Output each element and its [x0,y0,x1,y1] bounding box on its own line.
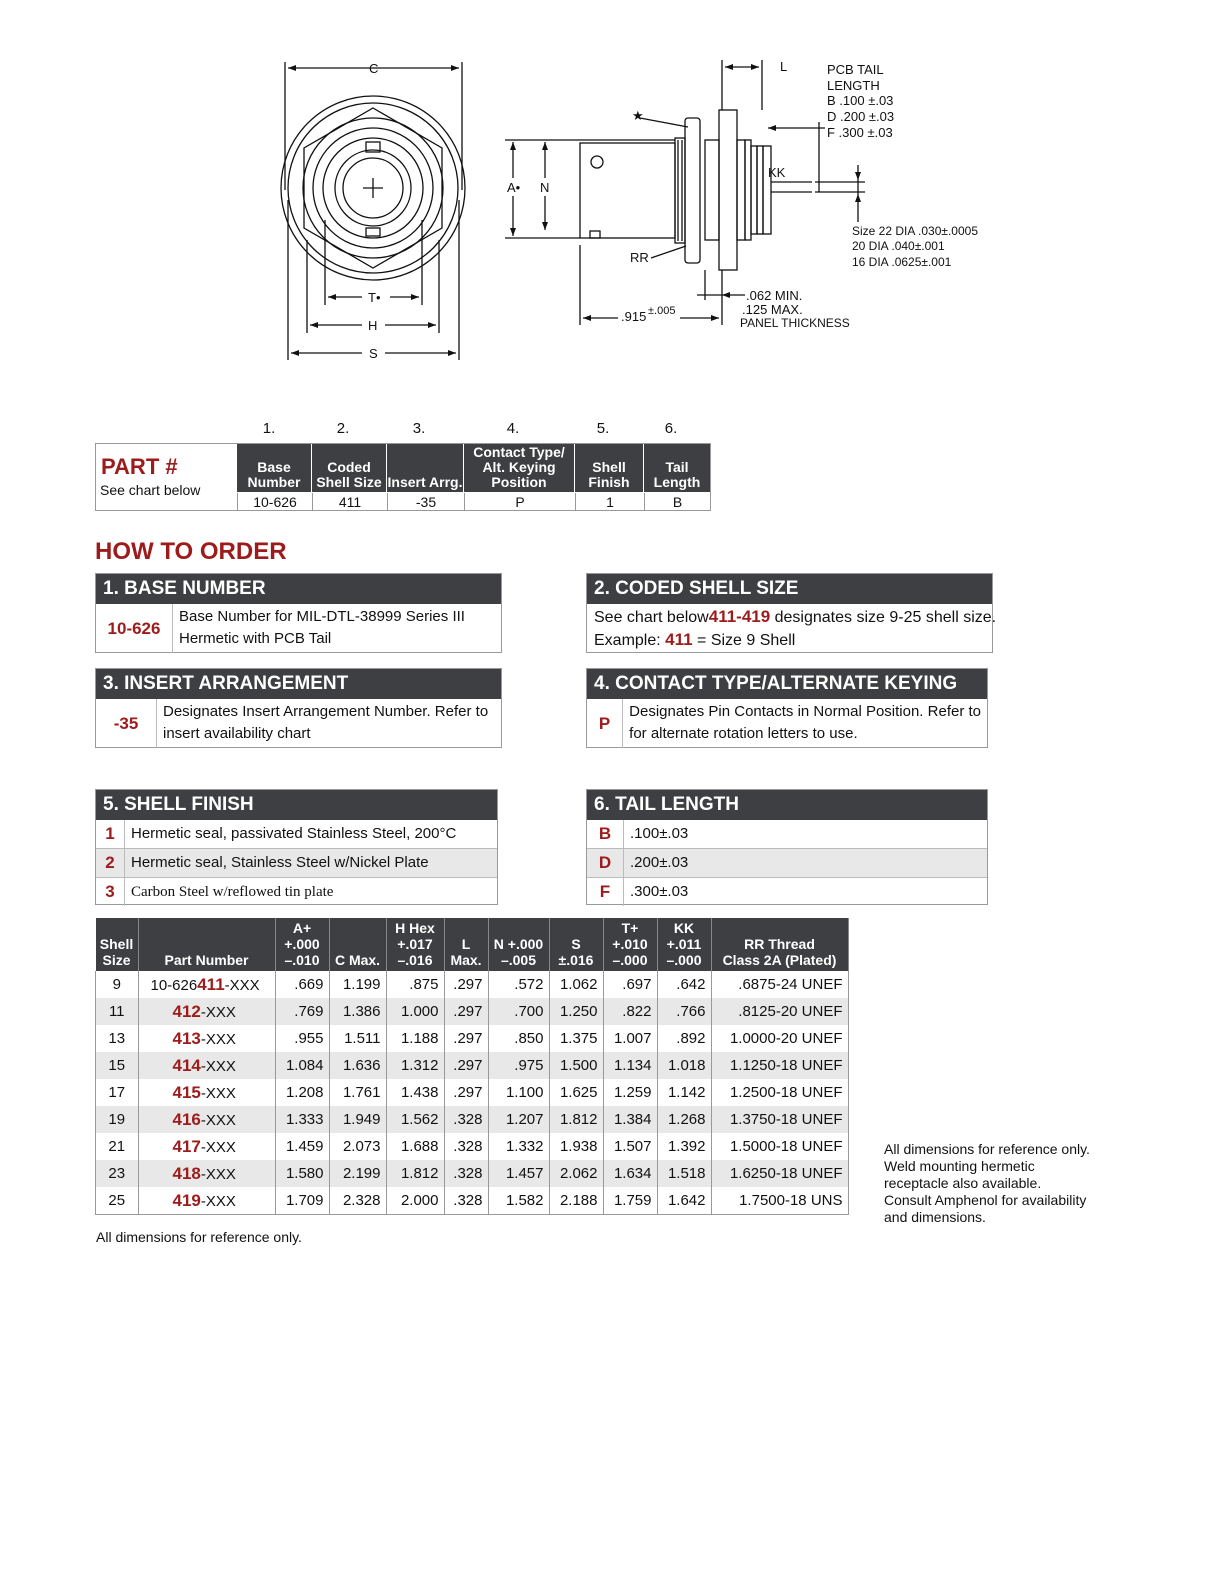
shell-finish-row [96,848,497,877]
pn-value-base: 10-626 [237,493,312,511]
pn-value-contact: P [464,493,575,511]
front-label-t: T• [368,290,381,305]
tail-length-code-2: D [587,849,624,877]
shell-finish-code-2: 2 [96,849,125,877]
pn-index-3: 3. [412,420,426,437]
side-note [884,1141,1090,1226]
coded-shell-heading: 2. CODED SHELL SIZE [587,574,992,604]
insert-arrangement-section [95,668,502,748]
base-number-desc-1: Base Number for MIL-DTL-38999 Series III [179,608,465,625]
pn-index-1: 1. [262,420,276,437]
col-s: S ±.016 [549,918,603,971]
side-note-line-3: receptacle also available. [884,1175,1042,1191]
insert-arrangement-desc-1: Designates Insert Arrangement Number. Refer to [163,703,489,720]
base-number-section [95,573,502,653]
shell-finish-row [96,820,497,848]
shell-finish-text-2: Hermetic seal, Stainless Steel w/Nickel Plate [131,854,429,871]
pn-value-insert: -35 [387,493,464,511]
coded-shell-section [586,573,997,653]
panel-min: .062 MIN. [746,288,803,303]
pn-header-tail: Tail Length [644,444,710,492]
front-label-h: H [368,318,378,333]
table-footnote: All dimensions for reference only. [96,1229,302,1245]
col-n: N +.000 –.005 [488,918,549,971]
pn-header-contact: Contact Type/ Alt. Keying Position [464,444,574,492]
dimension-table-header [96,918,849,971]
contact-type-heading: 4. CONTACT TYPE/ALTERNATE KEYING [587,669,987,699]
table-row: 9 10-626411-XXX .669 1.199 .875 .297 .572 1.062 .697 .642 .6875-24 UNEF [96,971,849,998]
pn-value-tail: B [644,493,710,511]
table-row: 19 416-XXX 1.333 1.949 1.562 .328 1.207 1.812 1.384 1.268 1.3750-18 UNEF [96,1106,849,1133]
side-note-line-2: Weld mounting hermetic [884,1158,1035,1174]
side-note-line-4: Consult Amphenol for availability [884,1192,1087,1208]
col-rr: RR Thread Class 2A (Plated) [711,918,848,971]
col-shell-size: Shell Size [96,918,139,971]
col-l: L Max. [444,918,488,971]
connector-side-view-drawing [500,55,1000,340]
pcb-tail-title-1: PCB TAIL [827,62,884,77]
contact-type-desc-1: Designates Pin Contacts in Normal Position. Refer to [629,703,981,720]
side-label-kk: KK [768,165,786,180]
coded-shell-post: designates size 9-25 shell size. [770,609,997,626]
pcb-tail-title-2: LENGTH [827,78,880,93]
pcb-tail-f: F .300 ±.03 [827,125,893,140]
tail-length-code-1: B [587,820,624,848]
coded-shell-example-code: 411 [665,630,693,649]
shell-finish-row [96,877,497,906]
shell-finish-code-3: 3 [96,878,125,906]
col-h: H Hex +.017 –.016 [386,918,444,971]
base-number-code: 10-626 [96,604,173,653]
tail-length-row [587,877,987,906]
tail-length-row [587,820,987,848]
tail-length-text-3: .300±.03 [630,883,689,900]
table-row: 11 412-XXX .769 1.386 1.000 .297 .700 1.250 .822 .766 .8125-20 UNEF [96,998,849,1025]
side-label-rr: RR [630,250,649,265]
front-label-c: C [369,61,379,76]
table-row: 21 417-XXX 1.459 2.073 1.688 .328 1.332 1.938 1.507 1.392 1.5000-18 UNEF [96,1133,849,1160]
tail-length-row [587,848,987,877]
table-row: 25 419-XXX 1.709 2.328 2.000 .328 1.582 2.188 1.759 1.642 1.7500-18 UNS [96,1187,849,1215]
pn-index-5: 5. [596,420,610,437]
dim-915: .915 [621,309,647,324]
side-note-line-1: All dimensions for reference only. [884,1141,1090,1157]
panel-thickness: PANEL THICKNESS [740,316,850,330]
pn-index-2: 2. [336,420,350,437]
pn-index-4: 4. [506,420,520,437]
shell-finish-section [95,789,498,905]
side-label-star: ★ [632,108,644,123]
tail-dia-22: Size 22 DIA .030±.0005 [852,224,979,238]
pn-header-finish: Shell Finish [575,444,643,492]
tail-length-code-3: F [587,878,624,906]
coded-shell-pre: See chart below [594,609,709,626]
table-row: 13 413-XXX .955 1.511 1.188 .297 .850 1.375 1.007 .892 1.0000-20 UNEF [96,1025,849,1052]
insert-arrangement-desc-2: insert availability chart [163,725,311,742]
tail-length-heading: 6. TAIL LENGTH [587,790,987,820]
base-number-desc-2: Hermetic with PCB Tail [179,630,332,647]
shell-finish-text-1: Hermetic seal, passivated Stainless Steel, 200°C [131,825,457,842]
insert-arrangement-heading: 3. INSERT ARRANGEMENT [96,669,501,699]
col-kk: KK +.011 –.000 [657,918,711,971]
coded-shell-example-post: = Size 9 Shell [692,632,796,649]
pn-value-shell: 411 [312,493,387,511]
part-number-subtitle: See chart below [100,482,201,498]
how-to-order-title: HOW TO ORDER [95,538,287,565]
tail-dia-20: 20 DIA .040±.001 [852,239,945,253]
pcb-tail-d: D .200 ±.03 [827,109,895,124]
col-c: C Max. [329,918,386,971]
col-t: T+ +.010 –.000 [603,918,657,971]
part-number-box [95,443,711,511]
contact-type-code: P [587,699,623,748]
tail-dia-16: 16 DIA .0625±.001 [852,255,952,269]
contact-type-section [586,668,988,748]
contact-type-desc-2: for alternate rotation letters to use. [629,725,858,742]
side-label-n: N [540,180,550,195]
tail-length-text-1: .100±.03 [630,825,689,842]
pn-header-shell: Coded Shell Size [312,444,386,492]
insert-arrangement-code: -35 [96,699,157,748]
part-number-title: PART # [101,454,178,479]
dim-915-tol: ±.005 [648,305,676,317]
side-label-l: L [780,59,788,74]
pn-header-base: Base Number [237,444,311,492]
base-number-heading: 1. BASE NUMBER [96,574,501,604]
coded-shell-range: 411-419 [708,607,771,626]
table-row: 15 414-XXX 1.084 1.636 1.312 .297 .975 1.500 1.134 1.018 1.1250-18 UNEF [96,1052,849,1079]
connector-front-view-drawing [270,55,485,365]
front-label-s: S [369,346,378,361]
tail-length-section [586,789,988,905]
table-row: 17 415-XXX 1.208 1.761 1.438 .297 1.100 1.625 1.259 1.142 1.2500-18 UNEF [96,1079,849,1106]
dimension-table [95,918,849,1215]
shell-finish-text-3: Carbon Steel w/reflowed tin plate [131,884,334,900]
panel-max: .125 MAX. [742,302,803,317]
shell-finish-heading: 5. SHELL FINISH [96,790,497,820]
col-part-number: Part Number [138,918,275,971]
side-note-line-5: and dimensions. [884,1209,986,1225]
pcb-tail-b: B .100 ±.03 [827,93,894,108]
pn-index-6: 6. [664,420,678,437]
side-label-a: A• [507,180,521,195]
pn-header-insert: Insert Arrg. [387,444,463,492]
tail-length-text-2: .200±.03 [630,854,689,871]
shell-finish-code-1: 1 [96,820,125,848]
table-row: 23 418-XXX 1.580 2.199 1.812 .328 1.457 2.062 1.634 1.518 1.6250-18 UNEF [96,1160,849,1187]
pn-value-finish: 1 [575,493,644,511]
col-a: A+ +.000 –.010 [275,918,329,971]
coded-shell-example-pre: Example: [594,632,666,649]
